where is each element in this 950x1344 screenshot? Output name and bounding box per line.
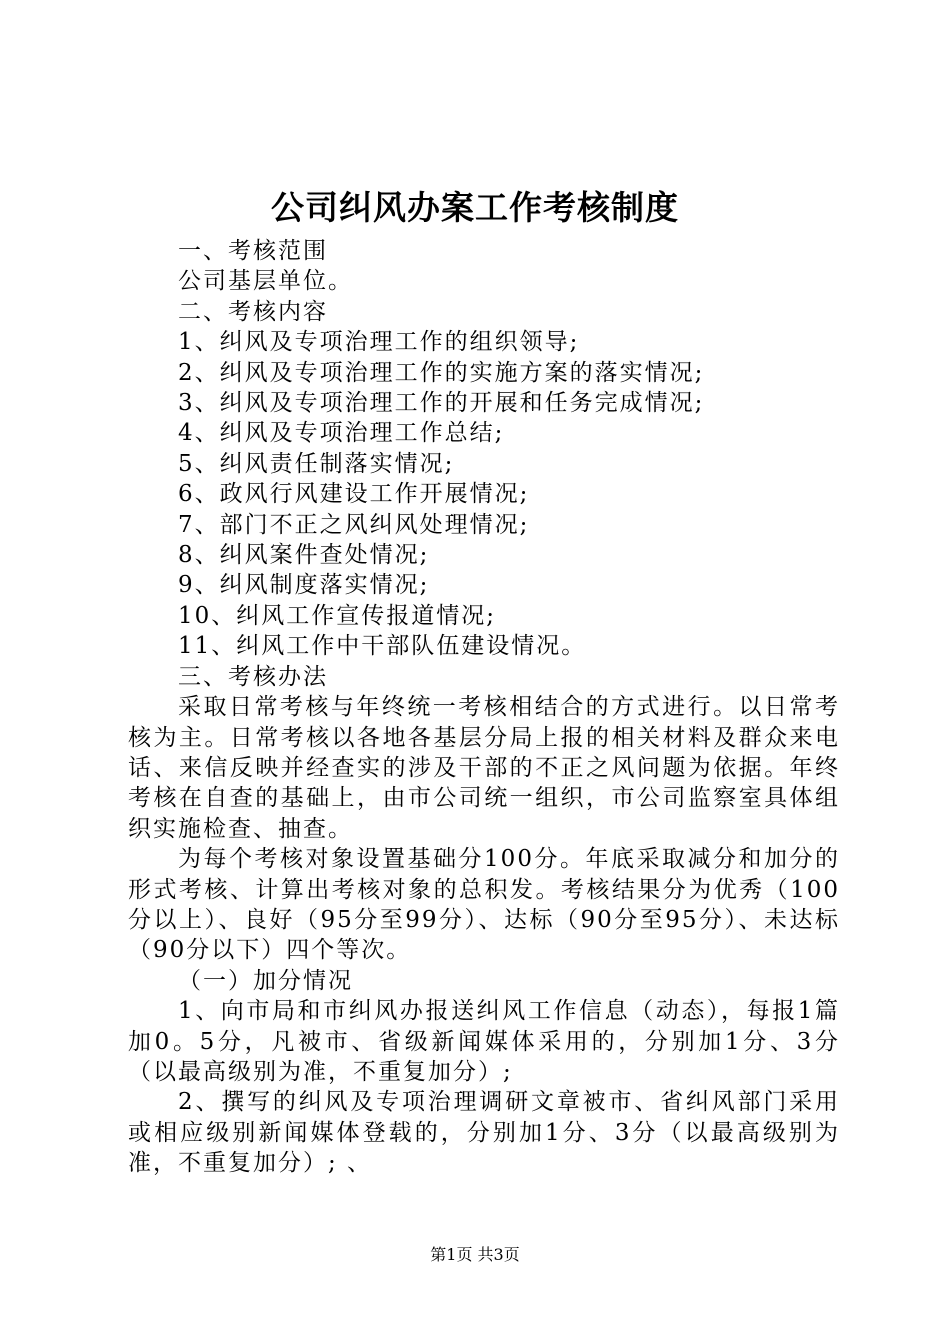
bonus-item: 2、撰写的纠风及专项治理调研文章被市、省纠风部门采用或相应级别新闻媒体登载的，分别加1分、3分（以最高级别为准，不重复加分）; 、 (128, 1089, 840, 1177)
subheading-bonus: （一）加分情况 (178, 967, 353, 994)
content-item: 7、部门不正之风纠风处理情况; (178, 511, 530, 538)
content-item: 3、纠风及专项治理工作的开展和任务完成情况; (178, 390, 705, 417)
content-item: 4、纠风及专项治理工作总结; (178, 420, 505, 447)
section-heading-method: 三、考核办法 (178, 663, 328, 690)
content-item: 5、纠风责任制落实情况; (178, 450, 455, 477)
bonus-item: 1、向市局和市纠风办报送纠风工作信息（动态），每报1篇加0。5分，凡被市、省级新闻媒体采用的，分别加1分、3分（以最高级别为准，不重复加分）; (128, 998, 840, 1085)
content-item: 11、纠风工作中干部队伍建设情况。 (178, 633, 587, 660)
content-item: 10、纠风工作宣传报道情况; (178, 602, 497, 629)
content-item: 2、纠风及专项治理工作的实施方案的落实情况; (178, 359, 705, 386)
content-item: 6、政风行风建设工作开展情况; (178, 481, 530, 508)
document-body (128, 236, 840, 1179)
content-item: 8、纠风案件查处情况; (178, 542, 430, 569)
section-heading-scope: 一、考核范围 (178, 238, 328, 264)
document-title: 公司纠风办案工作考核制度 (271, 188, 679, 227)
content-item: 9、纠风制度落实情况; (178, 572, 430, 599)
content-item: 1、纠风及专项治理工作的组织领导; (178, 329, 580, 356)
scope-text: 公司基层单位。 (178, 268, 353, 295)
method-paragraph: 采取日常考核与年终统一考核相结合的方式进行。以日常考核为主。日常考核以各地各基层分局上报的相关材料及群众来电话、来信反映并经查实的涉及干部的不正之风问题为依据。年终考核在自查的基础上，由市公司统一组织，市公司监察室具体组织实施检查、抽查。 (128, 694, 840, 842)
section-heading-content: 二、考核内容 (178, 298, 328, 325)
page-indicator: 第1页 共3页 (430, 1245, 520, 1264)
scoring-paragraph: 为每个考核对象设置基础分100分。年底采取减分和加分的形式考核、计算出考核对象的总积发。考核结果分为优秀（100分以上）、良好（95分至99分）、达标（90分至95分）、未达标（90分以下）四个等次。 (128, 846, 840, 964)
